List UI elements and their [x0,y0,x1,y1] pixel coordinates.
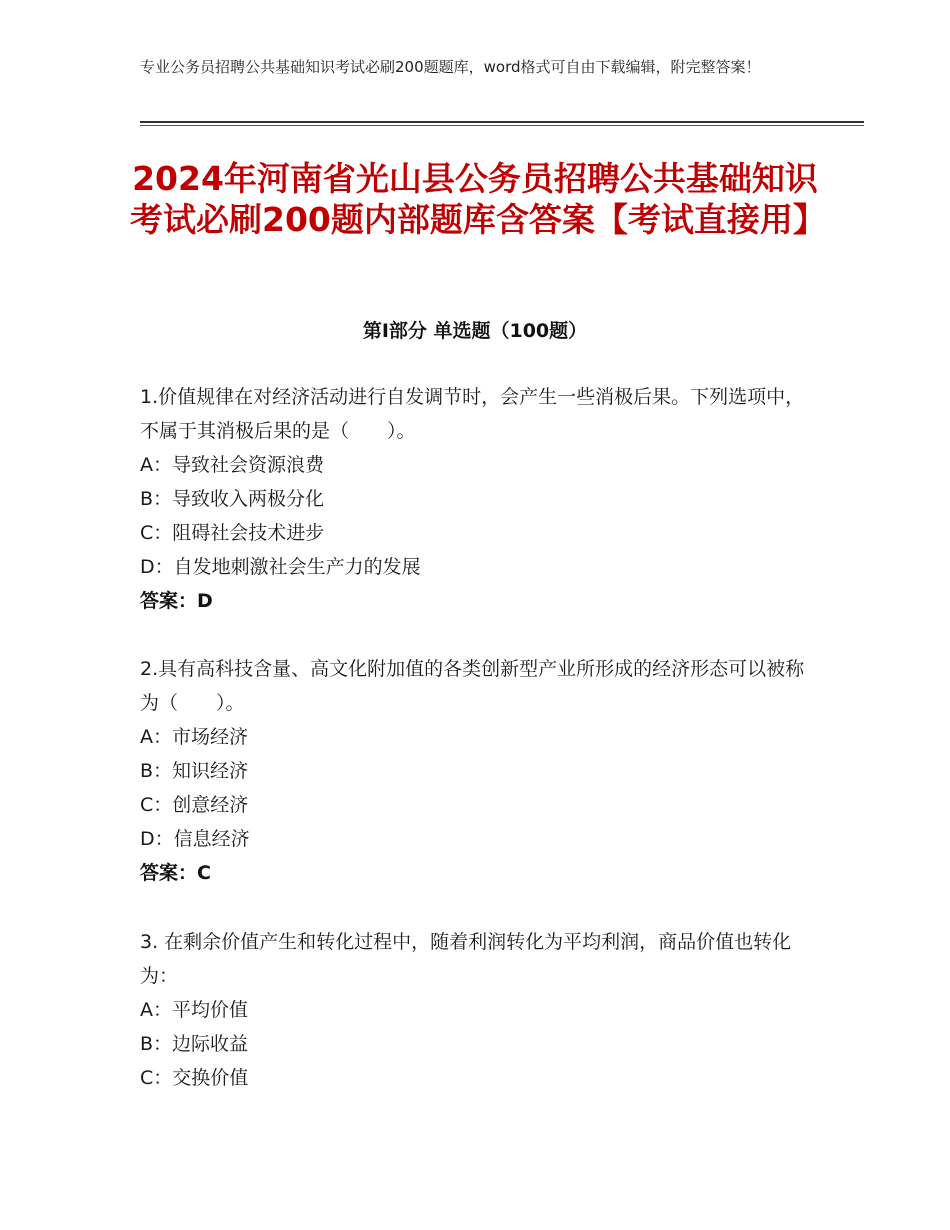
question-1 [140,380,810,618]
option-a: A：平均价值 [140,999,248,1021]
question-stem: 3. 在剩余价值产生和转化过程中，随着利润转化为平均利润，商品价值也转化为： [140,931,792,987]
question-stem: 1.价值规律在对经济活动进行自发调节时，会产生一些消极后果。下列选项中，不属于其消极后果的是（ ）。 [140,386,805,442]
option-d: D：信息经济 [140,828,250,850]
header-divider-thin [140,125,864,126]
question-3 [140,925,810,1095]
option-c: C：创意经济 [140,794,249,816]
option-d: D：自发地刺激社会生产力的发展 [140,556,421,578]
option-a: A：导致社会资源浪费 [140,454,324,476]
header-divider-thick [140,121,864,123]
question-stem: 2.具有高科技含量、高文化附加值的各类创新型产业所形成的经济形态可以被称为（ ）。 [140,658,805,714]
question-2 [140,652,810,890]
answer-line: 答案：D [140,590,213,612]
header-note: 专业公务员招聘公共基础知识考试必刷200题题库，word格式可自由下载编辑，附完整答案！ [140,58,761,76]
option-c: C：阻碍社会技术进步 [140,522,325,544]
option-b: B：导致收入两极分化 [140,488,325,510]
option-c: C：交换价值 [140,1067,249,1089]
option-b: B：知识经济 [140,760,249,782]
answer-line: 答案：C [140,862,211,884]
section-heading: 第Ⅰ部分 单选题（100题） [362,320,588,342]
option-b: B：边际收益 [140,1033,249,1055]
option-a: A：市场经济 [140,726,248,748]
document-title: 2024年河南省光山县公务员招聘公共基础知识考试必刷200题内部题库含答案【考试直接用】 [130,159,826,239]
